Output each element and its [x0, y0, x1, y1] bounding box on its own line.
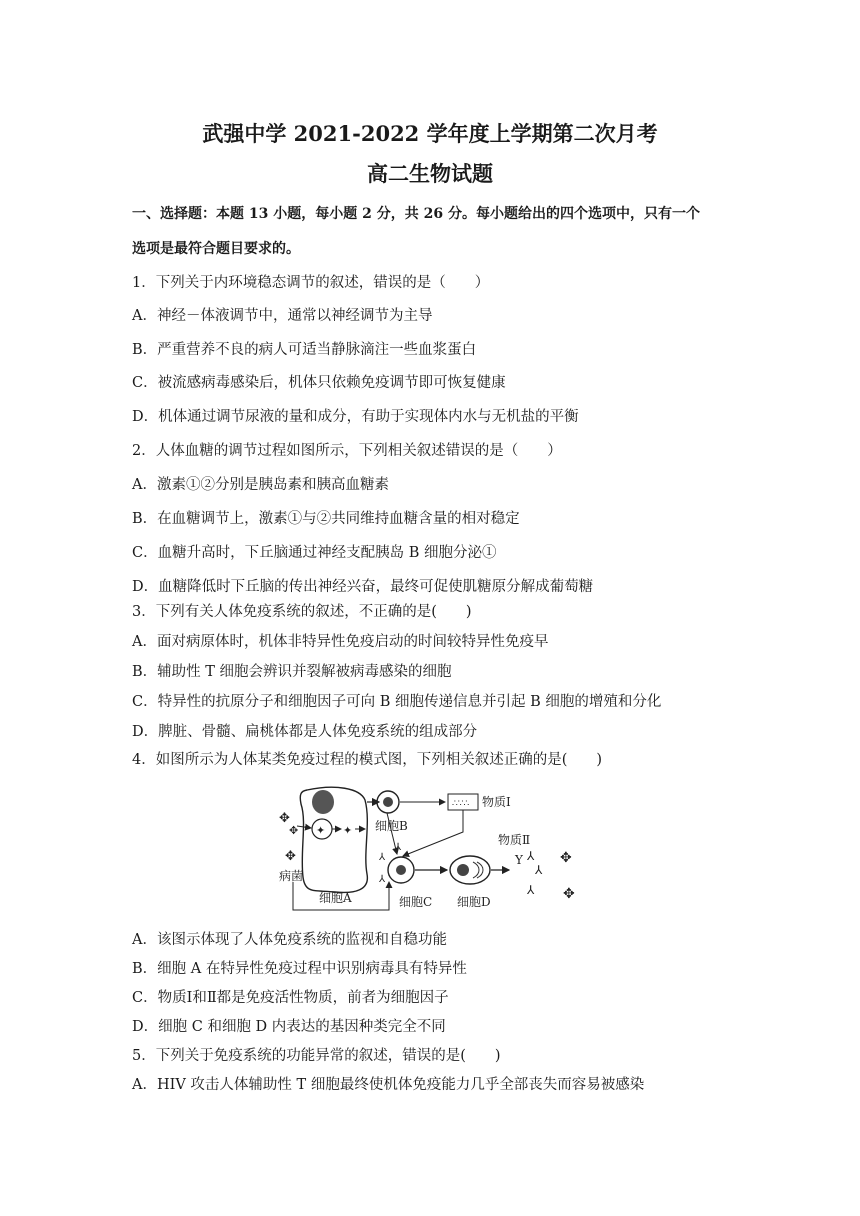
- question-4-stem: 4．如图所示为人体某类免疫过程的模式图，下列相关叙述正确的是( ): [132, 752, 603, 768]
- virus-icon: ✥: [279, 811, 290, 826]
- question-3-option-b: B．辅助性 T 细胞会辨识并裂解被病毒感染的细胞: [132, 664, 452, 680]
- label-cell-b: 细胞B: [375, 819, 408, 833]
- question-4-option-a: A．该图示体现了人体免疫系统的监视和自稳功能: [132, 932, 447, 948]
- question-3-stem: 3．下列有关人体免疫系统的叙述，不正确的是( ): [132, 604, 472, 620]
- label-substance-2: 物质Ⅱ: [498, 833, 531, 847]
- question-2-stem: 2．人体血糖的调节过程如图所示，下列相关叙述错误的是（ ）: [132, 443, 562, 459]
- section-heading-line2: 选项是最符合题目要求的。: [132, 241, 300, 257]
- exam-subtitle: 高二生物试题: [367, 161, 493, 186]
- question-1-option-d: D．机体通过调节尿液的量和成分，有助于实现体内水与无机盐的平衡: [132, 409, 579, 425]
- virus-icon: ✥: [563, 886, 575, 902]
- svg-text:⅄: ⅄: [395, 842, 402, 853]
- immune-process-diagram: [275, 782, 590, 917]
- svg-text:✦: ✦: [343, 824, 353, 837]
- question-4-option-b: B．细胞 A 在特异性免疫过程中识别病毒具有特异性: [132, 961, 467, 977]
- question-2-option-b: B．在血糖调节上，激素①与②共同维持血糖含量的相对稳定: [132, 511, 520, 527]
- svg-text:⅄: ⅄: [379, 852, 386, 863]
- question-1-stem: 1．下列关于内环境稳态调节的叙述，错误的是（ ）: [132, 275, 490, 291]
- svg-text:⅄: ⅄: [535, 863, 543, 877]
- section-heading-line1: 一、选择题：本题 13 小题，每小题 2 分，共 26 分。每小题给出的四个选项中，只有一个: [132, 206, 700, 222]
- question-4-option-c: C．物质Ⅰ和Ⅱ都是免疫活性物质，前者为细胞因子: [132, 990, 449, 1006]
- question-2-option-a: A．激素①②分别是胰岛素和胰高血糖素: [132, 477, 389, 493]
- svg-text:⅄: ⅄: [527, 849, 535, 863]
- question-4-option-d: D．细胞 C 和细胞 D 内表达的基因种类完全不同: [132, 1019, 446, 1035]
- question-3-option-c: C．特异性的抗原分子和细胞因子可向 B 细胞传递信息并引起 B 细胞的增殖和分化: [132, 694, 662, 710]
- question-3-option-d: D．脾脏、骨髓、扁桃体都是人体免疫系统的组成部分: [132, 724, 478, 740]
- virus-icon: ✥: [560, 850, 572, 866]
- immune-process-figure: [275, 782, 590, 917]
- label-virus: 病菌: [279, 869, 304, 883]
- svg-text:Y: Y: [515, 853, 523, 867]
- question-1-option-a: A．神经－体液调节中，通常以神经调节为主导: [132, 308, 433, 324]
- question-5-stem: 5．下列关于免疫系统的功能异常的叙述，错误的是( ): [132, 1048, 501, 1064]
- exam-title: 武强中学 2021-2022 学年度上学期第二次月考: [202, 121, 658, 146]
- cell-a-nucleus: [312, 790, 334, 814]
- virus-icon: ✥: [285, 849, 296, 864]
- label-cell-d: 细胞D: [457, 895, 491, 909]
- cell-d: [450, 856, 490, 884]
- question-2-option-c: C．血糖升高时，下丘脑通过神经支配胰岛 B 细胞分泌①: [132, 545, 497, 561]
- question-1-option-b: B．严重营养不良的病人可适当静脉滴注一些血浆蛋白: [132, 342, 477, 358]
- label-cell-a: 细胞A: [319, 891, 352, 905]
- svg-text:⅄: ⅄: [527, 883, 535, 897]
- svg-text:∴∵∴: ∴∵∴: [452, 799, 470, 809]
- question-2-option-d: D．血糖降低时下丘脑的传出神经兴奋，最终可促使肌糖原分解成葡萄糖: [132, 579, 594, 595]
- svg-text:⅄: ⅄: [379, 874, 386, 885]
- question-5-option-a: A．HIV 攻击人体辅助性 T 细胞最终使机体免疫能力几乎全部丧失而容易被感染: [132, 1077, 645, 1093]
- virus-icon: ✥: [289, 824, 299, 837]
- question-1-option-c: C．被流感病毒感染后，机体只依赖免疫调节即可恢复健康: [132, 375, 506, 391]
- label-substance-1: 物质Ⅰ: [482, 795, 511, 809]
- svg-text:✦: ✦: [316, 824, 326, 837]
- question-3-option-a: A．面对病原体时，机体非特异性免疫启动的时间较特异性免疫早: [132, 634, 549, 650]
- label-cell-c: 细胞C: [399, 895, 433, 909]
